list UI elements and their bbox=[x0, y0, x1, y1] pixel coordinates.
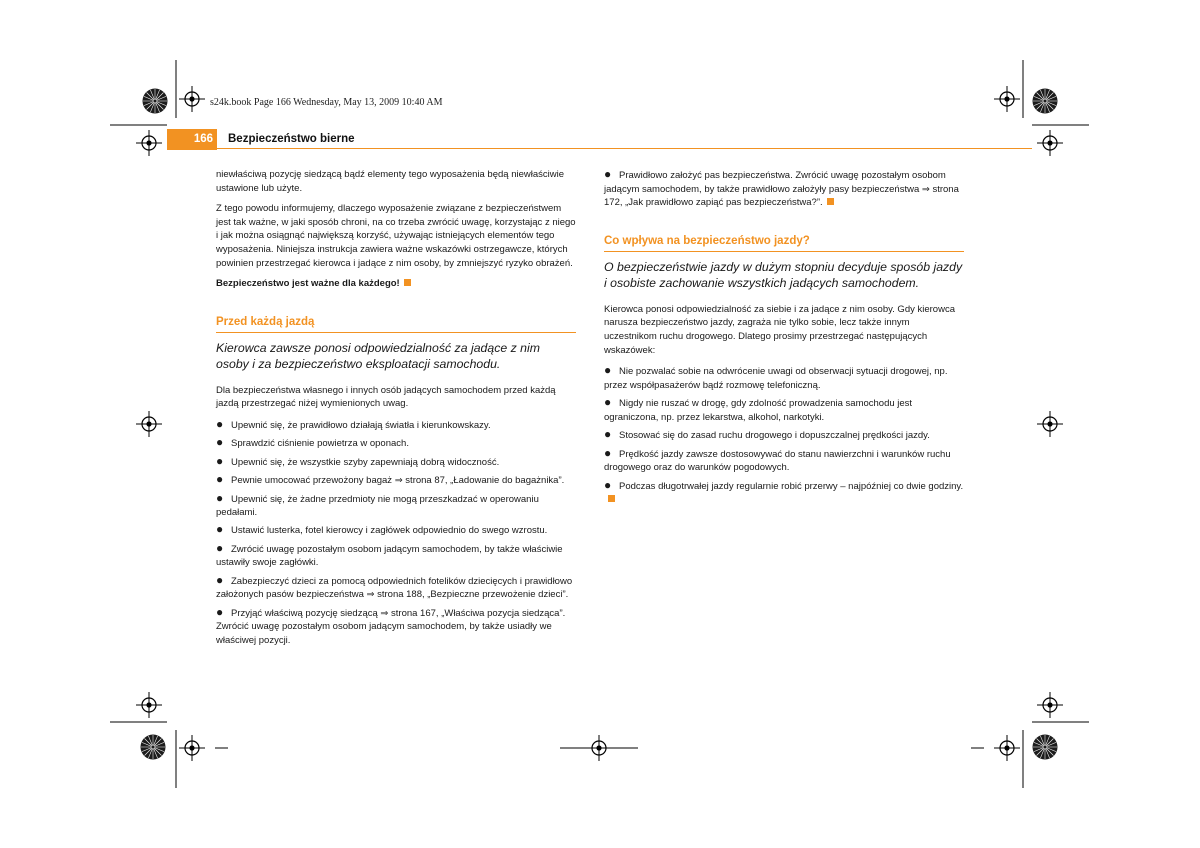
list-item: ● Sprawdzić ciśnienie powietrza w oponach. bbox=[216, 435, 409, 450]
paragraph: Kierowca ponosi odpowiedzialność za siebie i za jadące z nim osoby. Gdy kierowca narusza bezpieczeństwo jazdy, zagraża nie tylko sobie, lecz także innym uczestnikom ruchu drogowego. Dlatego prosimy przestrzegać następujących wskazówek: bbox=[604, 303, 955, 356]
paragraph: niewłaściwą pozycję siedzącą bądź elementy tego wyposażenia będą niewłaściwie ustawione lub użyte. bbox=[216, 169, 564, 194]
bullet-list bbox=[216, 418, 576, 648]
bullet-icon: ● bbox=[216, 490, 224, 505]
left-column bbox=[216, 168, 576, 651]
bullet-icon: ● bbox=[216, 416, 224, 431]
bullet-icon: ● bbox=[216, 604, 224, 619]
bullet-list bbox=[604, 364, 964, 507]
header-rule bbox=[217, 148, 1032, 150]
section-intro: Kierowca zawsze ponosi odpowiedzialność za jadące z nim osoby i za bezpieczeństwo eksploatacji samochodu. bbox=[216, 340, 540, 372]
list-item: ● Upewnić się, że prawidłowo działają światła i kierunkowskazy. bbox=[216, 416, 491, 431]
paragraph: Dla bezpieczeństwa własnego i innych osób jadących samochodem przed każdą jazdą przestrzegać niżej wymienionych uwag. bbox=[216, 384, 556, 410]
bullet-list bbox=[604, 168, 964, 210]
end-marker-icon bbox=[827, 198, 834, 205]
bullet-icon: ● bbox=[604, 167, 612, 181]
bullet-icon: ● bbox=[604, 477, 612, 492]
bullet-icon: ● bbox=[604, 363, 612, 378]
page-number: 166 bbox=[167, 129, 217, 150]
list-item: ● Nigdy nie ruszać w drogę, gdy zdolność prowadzenia samochodu jest ograniczona, np. przez lekarstwa, alkohol, narkotyki. bbox=[604, 395, 913, 423]
bullet-icon: ● bbox=[216, 572, 224, 587]
list-item: ● Upewnić się, że żadne przedmioty nie mogą przeszkadzać w operowaniu pedałami. bbox=[216, 490, 539, 519]
list-item: ● Upewnić się, że wszystkie szyby zapewniają dobrą widoczność. bbox=[216, 453, 500, 468]
bullet-icon: ● bbox=[216, 540, 224, 555]
bullet-icon: ● bbox=[216, 435, 224, 450]
end-marker-icon bbox=[404, 279, 411, 286]
bullet-icon: ● bbox=[216, 453, 224, 468]
list-item: ● Prędkość jazdy zawsze dostosowywać do stanu nawierzchni i warunków ruchu drogowego oraz do warunków pogodowych. bbox=[604, 445, 951, 474]
list-item: ● Zabezpieczyć dzieci za pomocą odpowiednich fotelików dziecięcych i prawidłowo założonych pasów bezpieczeństwa ⇒ strona 188, „Bezpieczne przewożenie dzieci”. bbox=[216, 572, 573, 601]
bullet-icon: ● bbox=[604, 395, 612, 410]
paragraph: Z tego powodu informujemy, dlaczego wyposażenie związane z bezpieczeństwem jest tak ważne, w jaki sposób chroni, na co trzeba zwrócić uwagę, korzystając z niego i jak można osiągnąć największą korzyść, używając istniejących elementów tego wyposażenia. Niniejsza instrukcja zawiera ważne wskazówki ostrzegawcze, których powinien przestrzegać kierowca i jadące z nim osoby, by zmniejszyć ryzyko obrażeń. bbox=[216, 203, 576, 269]
list-item: ● Nie pozwalać sobie na odwrócenie uwagi od obserwacji sytuacji drogowej, np. przez współpasażerów bądź rozmowę telefoniczną. bbox=[604, 363, 948, 391]
right-column bbox=[604, 168, 964, 510]
page-header-title: Bezpieczeństwo bierne bbox=[228, 133, 355, 145]
bullet-icon: ● bbox=[216, 522, 224, 537]
list-item: ● Pewnie umocować przewożony bagaż ⇒ strona 87, „Ładowanie do bagażnika”. bbox=[216, 472, 565, 487]
section-title: Przed każdą jazdą bbox=[216, 314, 576, 333]
bullet-icon: ● bbox=[604, 445, 612, 460]
section-title: Co wpływa na bezpieczeństwo jazdy? bbox=[604, 233, 964, 252]
section-intro: O bezpieczeństwie jazdy w dużym stopniu decyduje sposób jazdy i osobiste zachowanie wszystkich jadących samochodem. bbox=[604, 259, 963, 291]
bullet-icon: ● bbox=[216, 472, 224, 487]
list-item: ● Przyjąć właściwą pozycję siedzącą ⇒ strona 167, „Właściwa pozycja siedząca”. Zwrócić uwagę pozostałym osobom jadącym samochodem, by także usiadły we właściwej pozycji. bbox=[216, 604, 566, 647]
list-item: ● Podczas długotrwałej jazdy regularnie robić przerwy – najpóźniej co dwie godziny. bbox=[604, 479, 964, 507]
end-marker-icon bbox=[608, 495, 615, 502]
list-item: ● Ustawić lusterka, fotel kierowcy i zagłówek odpowiednio do swego wzrostu. bbox=[216, 522, 548, 537]
bullet-icon: ● bbox=[604, 427, 612, 442]
print-slug: s24k.book Page 166 Wednesday, May 13, 2009 10:40 AM bbox=[210, 97, 443, 108]
safety-statement: Bezpieczeństwo jest ważne dla każdego! bbox=[216, 277, 576, 291]
list-item: ● Stosować się do zasad ruchu drogowego i dopuszczalnej prędkości jazdy. bbox=[604, 427, 930, 442]
list-item: ● Zwrócić uwagę pozostałym osobom jadącym samochodem, by także właściwie ustawiły swoje zagłówki. bbox=[216, 540, 563, 569]
list-item: ● Prawidłowo założyć pas bezpieczeństwa. Zwrócić uwagę pozostałym osobom jadącym samochodem, by także prawidłowo założyły pasy bezpieczeństwa ⇒ strona 172, „Jak prawidłowo zapiąć pas bezpieczeństwa?”. bbox=[604, 167, 959, 209]
